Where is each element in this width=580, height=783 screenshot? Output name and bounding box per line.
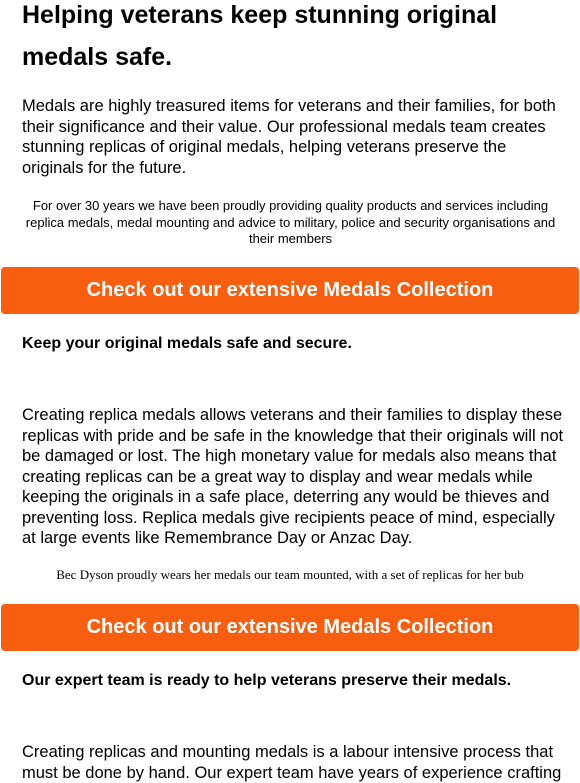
medals-collection-button[interactable]: Check out our extensive Medals Collection — [1, 267, 579, 314]
section-heading-safe-secure: Keep your original medals safe and secure. — [22, 335, 352, 352]
page-title: Helping veterans keep stunning original medals safe. — [22, 1, 498, 71]
company-blurb: For over 30 years we have been proudly providing quality products and services including replica medals, medal mounting and advice to military, police and security organisations and their members — [25, 198, 556, 246]
section-heading-expert-team: Our expert team is ready to help veterans preserve their medals. — [22, 672, 512, 689]
section-body-expert-team: Creating replicas and mounting medals is a labour intensive process that must be done by hand. Our expert team have years of experience crafting — [22, 743, 562, 782]
intro-paragraph: Medals are highly treasured items for veterans and their families, for both their significance and their value. Our professional medals team creates stunning replicas of original medals, helping veterans preserve the originals for the future. — [22, 97, 556, 177]
section-body-replicas: Creating replica medals allows veterans and their families to display these replicas with pride and be safe in the knowledge that their originals will not be damaged or lost. The high monetary value for medals also means that creating replicas can be a great way to display and wear medals while keeping the originals in a safe place, deterring any would be thieves and preventing loss. Replica medals give recipients peace of mind, especially at large events like Remembrance Day or Anzac Day. — [22, 406, 564, 547]
image-caption: Bec Dyson proudly wears her medals our team mounted, with a set of replicas for her bub — [56, 567, 524, 582]
medals-collection-button-secondary[interactable]: Check out our extensive Medals Collection — [1, 604, 579, 651]
